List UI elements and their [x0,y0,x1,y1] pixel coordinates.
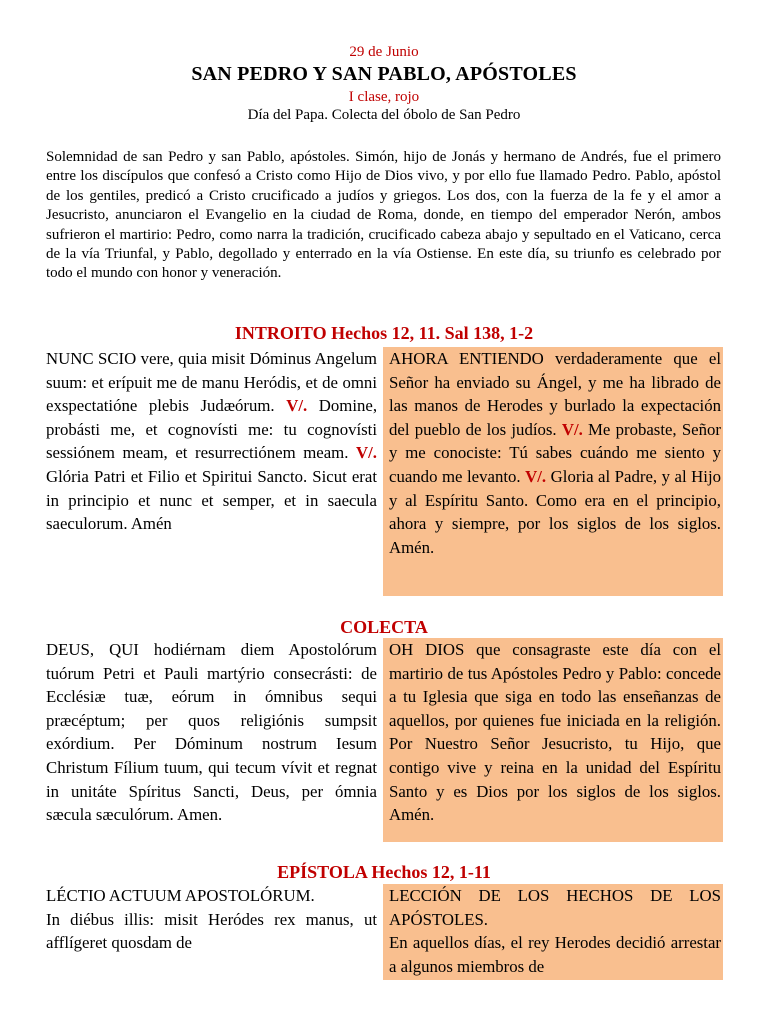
versicle-mark: V/. [561,419,583,439]
collect-latin: DEUS, QUI hodiérnam diem Apostolórum tuórum Petri et Pauli martýrio consecrásti: de Ecclésiæ tuæ, eórum in ómnibus sequi præcéptum; per quos religiónis sumpsit exórdium. Per Dóminum nostrum Iesum Christum Fílium tuum, qui tecum vívit et regnat in unitáte Spíritus Sancti, Deus, per ómnia sæcula sæculórum. Amen. [46,640,377,825]
introit-heading: INTROITO Hechos 12, 11. Sal 138, 1-2 [234,323,534,343]
epistle-latin-text: In diébus illis: misit Heródes rex manus, ut afflígeret quosdam de [46,909,377,953]
epistle-latin-title: LÉCTIO ACTUUM APOSTOLÓRUM. [46,886,315,905]
epistle-spanish-text: En aquellos días, el rey Herodes decidió arrestar a algunos miembros de [389,933,721,976]
introit-spanish [383,347,723,596]
versicle-mark: V/. [525,466,547,486]
introit-latin-gloria: Glória Patri et Filio et Spiritui Sancto. Sicut erat in principio et nunc et semper, et in saecula saeculorum. Amén [46,466,377,534]
versicle-mark: V/. [356,443,377,463]
epistle-latin [46,884,377,955]
introit-latin-psalm: Domine, probásti me, et cognovísti me: tu cognovísti sessiónem meam, et resurrectiónem meam. [46,396,378,463]
feast-title: SAN PEDRO Y SAN PABLO, APÓSTOLES [191,63,577,85]
epistle-heading: EPÍSTOLA Hechos 12, 1-11 [277,862,491,882]
introit-spanish-antiphon: AHORA ENTIENDO verdaderamente que el Señor ha enviado su Ángel, y me ha librado de las manos de Herodes y burlado la expectación del pueblo de los judíos. [389,349,721,439]
epistle-spanish [383,884,723,980]
feast-subtitle: Día del Papa. Colecta del óbolo de San Pedro [247,107,521,123]
versicle-mark: V/. [286,396,308,416]
introit-spanish-gloria: Gloria al Padre, y al Hijo y al Espíritu Santo. Como era en el principio, ahora y siempre, por los siglos de los siglos. Amén. [389,466,721,557]
introit-latin [46,347,377,536]
feast-date: 29 de Junio [349,44,419,60]
introit-latin-antiphon: NUNC SCIO vere, quia misit Dóminus Angelum suum: et erípuit me de manu Heródis, et de omni exspectatióne plebis Judæórum. [46,349,377,416]
liturgical-rank: I clase, rojo [348,89,420,105]
intro-paragraph: Solemnidad de san Pedro y san Pablo, apóstoles. Simón, hijo de Jonás y hermano de Andrés, fue el primero entre los discípulos que confesó a Cristo como Hijo de Dios vivo, y por ello fue llamado Pedro. Pablo, apóstol de los gentiles, predicó a Cristo crucificado a judíos y griegos. Los dos, con la fuerza de la fe y el amor a Jesucristo, anunciaron el Evangelio en la ciudad de Roma, donde, en tiempo del emperador Nerón, ambos sufrieron el martirio: Pedro, como narra la tradición, crucificado cabeza abajo y sepultado en el Vaticano, cerca de la vía Triunfal, y Pablo, degollado y enterrado en la vía Ostiense. En este día, su triunfo es celebrado por todo el mundo con honor y veneración. [46,149,721,282]
collect-heading: COLECTA [340,617,428,637]
epistle-spanish-title: LECCIÓN DE LOS HECHOS DE LOS APÓSTOLES. [389,886,721,929]
introit-spanish-psalm: Me probaste, Señor y me conociste: Tú sabes cuándo me siento y cuando me levanto. [389,419,721,486]
collect-spanish: OH DIOS que consagraste este día con el martirio de tus Apóstoles Pedro y Pablo: concede a tu Iglesia que siga en todo las enseñanzas de aquellos, por quienes fue iniciada en la religión. Por Nuestro Señor Jesucristo, tu Hijo, que contigo vive y reina en la unidad del Espíritu Santo y es Dios por los siglos de los siglos. Amén. [383,638,723,842]
